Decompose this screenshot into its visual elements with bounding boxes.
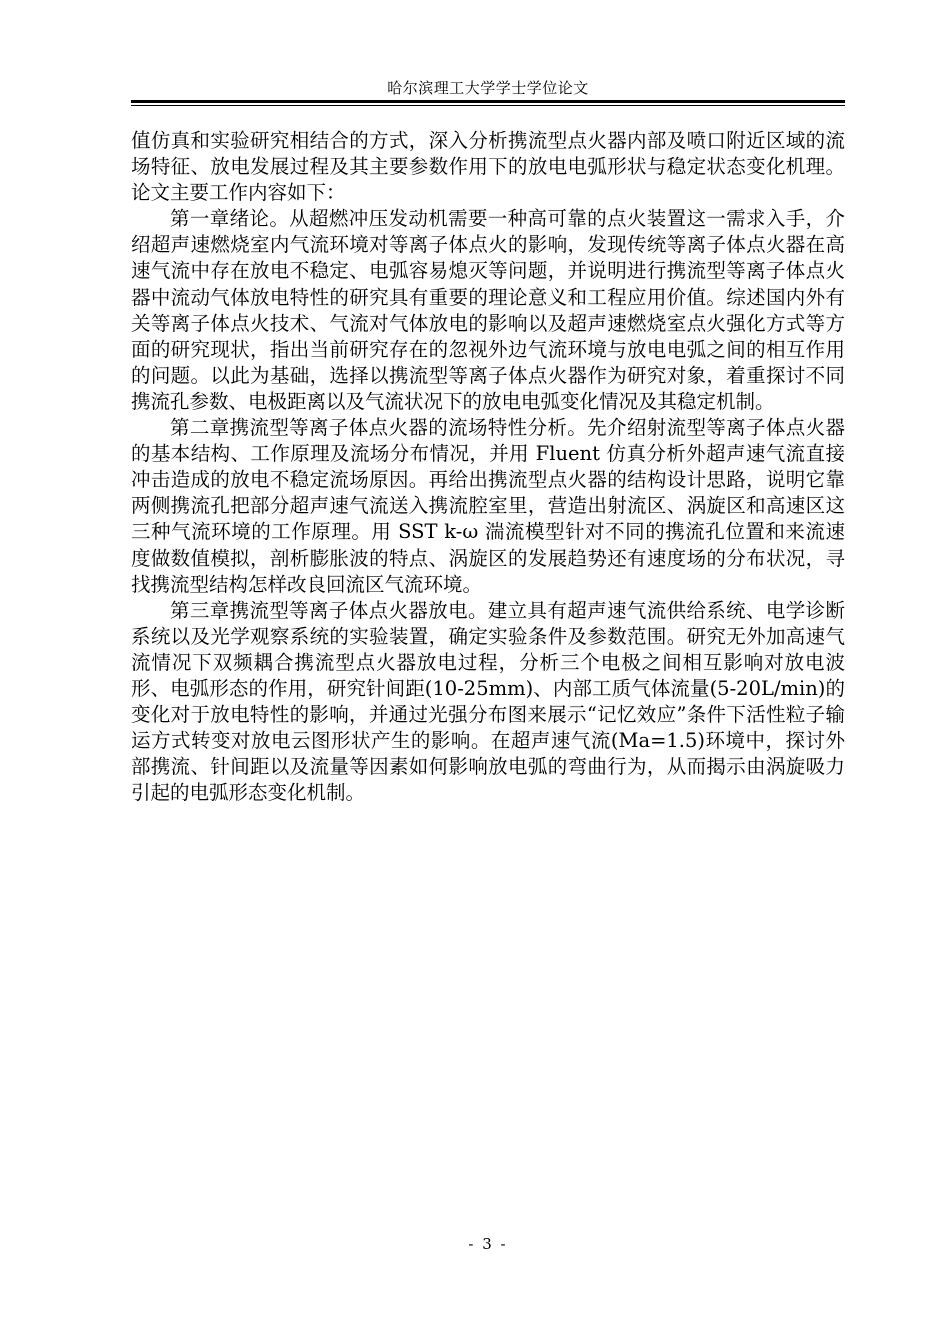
header-divider-thick [131,100,845,103]
body-text [131,128,845,806]
page-header-title: 哈尔滨理工大学学士学位论文 [387,79,589,97]
paragraph-chapter-1: 第一章绪论。从超燃冲压发动机需要一种高可靠的点火装置这一需求入手，介绍超声速燃烧室内气流环境对等离子体点火的影响，发现传统等离子体点火器在高速气流中存在放电不稳定、电弧容易熄灭等问题，并说明进行携流型等离子体点火器中流动气体放电特性的研究具有重要的理论意义和工程应用价值。综述国内外有关等离子体点火技术、气流对气体放电的影响以及超声速燃烧室点火强化方式等方面的研究现状，指出当前研究存在的忽视外边气流环境与放电电弧之间的相互作用的问题。以此为基础，选择以携流型等离子体点火器作为研究对象，着重探讨不同携流孔参数、电极距离以及气流状况下的放电电弧变化情况及其稳定机制。 [131,207,845,413]
paragraph-chapter-3: 第三章携流型等离子体点火器放电。建立具有超声速气流供给系统、电学诊断系统以及光学观察系统的实验装置，确定实验条件及参数范围。研究无外加高速气流情况下双频耦合携流型点火器放电过程，分析三个电极之间相互影响对放电波形、电弧形态的作用，研究针间距(10-25mm)、内部工质气体流量(5-20L/min)的变化对于放电特性的影响，并通过光强分布图来展示“记忆效应”条件下活性粒子输运方式转变对放电云图形状产生的影响。在超声速气流(Ma=1.5)环境中，探讨外部携流、针间距以及流量等因素如何影响放电弧的弯曲行为，从而揭示由涡旋吸力引起的电弧形态变化机制。 [131,598,845,805]
paragraph-chapter-2: 第二章携流型等离子体点火器的流场特性分析。先介绍射流型等离子体点火器的基本结构、工作原理及流场分布情况，并用 Fluent 仿真分析外超声速气流直接冲击造成的放电不稳定流场原因。再给出携流型点火器的结构设计思路，说明它靠两侧携流孔把部分超声速气流送入携流腔室里，营造出射流区、涡旋区和高速区这三种气流环境的工作原理。用 SST k-ω 湍流模型针对不同的携流孔位置和来流速度做数值模拟，剖析膨胀波的特点、涡旋区的发展趋势还有速度场的分布状况，寻找携流型结构怎样改良回流区气流环境。 [131,416,845,596]
paragraph-continuation: 值仿真和实验研究相结合的方式，深入分析携流型点火器内部及喷口附近区域的流场特征、放电发展过程及其主要参数作用下的放电电弧形状与稳定状态变化机理。论文主要工作内容如下： [131,129,845,205]
page-number: - 3 - [468,1235,508,1253]
header-divider-thin [131,105,845,106]
